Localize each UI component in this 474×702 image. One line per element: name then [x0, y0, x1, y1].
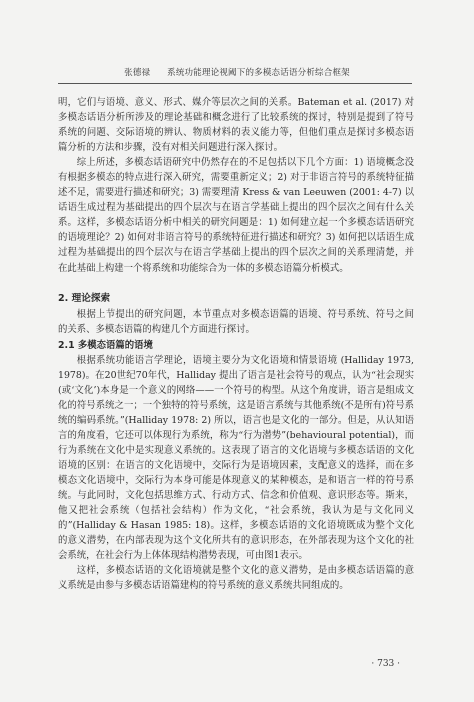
- section-heading-2-1: 2.1 多模态语篇的语境: [58, 339, 153, 351]
- page-number: · 733 ·: [371, 659, 400, 669]
- body-text: [58, 95, 414, 593]
- header-title: 系统功能理论视阈下的多模态话语分析综合框架: [167, 68, 350, 78]
- paragraph-2: 综上所述，多模态话语研究中仍然存在的不足包括以下几个方面：1) 语境概念没有根据多模态的特点进行深入研究，需要重新定义；2) 对于非语言符号的系统特征描述不足，需要进行描述和研究；3) 需要理清 Kress & van Leeuwen (2001: 4-7) 以话语生成过程为基础提出的四个层次与在语言学基础上提出的四个层次之间有什么关系。这样，多模态话语分析中相关的研究问题是：1) 如何建立起一个多模态话语研究的语境理论？2) 如何对非语言符号的系统特征进行描述和研究？3) 如何把以话语生成过程为基础提出的四个层次与在语言学基础上提出的四个层次之间的关系理清楚，并在此基础上构建一个将系统和功能综合为一体的多模态语篇分析模式。: [58, 157, 414, 274]
- paragraph-5: 这样，多模态话语的文化语境就是整个文化的意义潜势，是由多模态话语篇的意义系统是由参与多模态话语篇建构的符号系统的意义系统共同组成的。: [58, 565, 414, 592]
- running-header: [0, 66, 474, 78]
- paragraph-3: 根据上节提出的研究问题，本节重点对多模态语篇的语境、符号系统、符号之间的关系、多模态语篇的构建几个方面进行探讨。: [58, 308, 414, 335]
- paragraph-1: 明，它们与语境、意义、形式、媒介等层次之间的关系。Bateman et al. (2017) 对多模态话语分析所涉及的理论基础和概念进行了比较系统的探讨，特别是提到了符号系统的问题、交际语境的辨认、物质材料的表义能力等，但他们重点是探讨多模态语篇分析的方法和步骤，没有对相关问题进行深入探讨。: [58, 97, 414, 154]
- header-rule: [58, 83, 412, 84]
- header-author: 张德禄: [124, 68, 151, 78]
- paragraph-4: 根据系统功能语言学理论，语境主要分为文化语境和情景语境 (Halliday 1973, 1978)。在20世纪70年代，Halliday 提出了语言是社会符号的观点，认为“社会现实(或‘文化’)本身是一个意义的网络——一个符号的构型。从这个角度讲，语言是组成文化的符号系统之一；一个独特的符号系统，这是语言系统与其他系统(不是所有)符号系统的编码系统。”(Halliday 1978: 2) 所以，语言也是文化的一部分。但是，从认知语言的角度看，它还可以体现行为系统，称为“行为潜势”(behavioural potential)，而行为系统在文化中是实现意义系统的。这表现了语言的文化语境与多模态话语的文化语境的区别：在语言的文化语境中，交际行为是语境因素，支配意义的选择，而在多模态文化语境中，交际行为本身可能是体现意义的某种模态，是和语言一样的符号系统。与此同时，文化包括思维方式、行动方式、信念和价值观、意识形态等。斯来，他又把社会系统（包括社会结构）作为文化，“社会系统，我认为是与文化同义的”(Halliday & Hasan 1985: 18)。这样，多模态话语的文化语境既成为整个文化的意义潜势，在内部表现为这个文化所共有的意识形态，在外部表现为这个文化的社会系统，在社会行为上体体现结构潜势表现，可由图1表示。: [58, 354, 414, 562]
- section-heading-2: 2. 理论探索: [58, 292, 111, 304]
